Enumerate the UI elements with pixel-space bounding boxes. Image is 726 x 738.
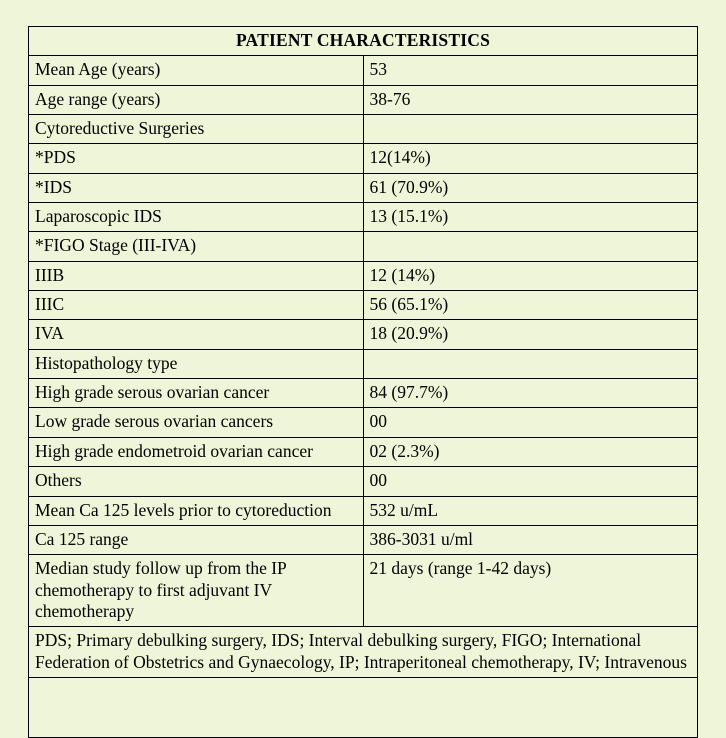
row-value — [363, 232, 698, 261]
table-row — [29, 496, 698, 525]
row-value: 53 — [363, 56, 698, 85]
row-label: IVA — [29, 320, 364, 349]
row-value: 00 — [363, 408, 698, 437]
row-label: Laparoscopic IDS — [29, 203, 364, 232]
row-label: High grade endometroid ovarian cancer — [29, 437, 364, 466]
table-row — [29, 232, 698, 261]
table-row — [29, 115, 698, 144]
row-value: 00 — [363, 467, 698, 496]
row-label: Median study follow up from the IP chemotherapy to first adjuvant IV chemotherapy — [29, 555, 364, 627]
table-row — [29, 525, 698, 554]
row-label: High grade serous ovarian cancer — [29, 379, 364, 408]
table-row — [29, 379, 698, 408]
row-value: 61 (70.9%) — [363, 173, 698, 202]
row-label: Others — [29, 467, 364, 496]
row-label: Age range (years) — [29, 85, 364, 114]
row-value: 18 (20.9%) — [363, 320, 698, 349]
table-row — [29, 555, 698, 627]
row-label: Mean Age (years) — [29, 56, 364, 85]
row-value: 84 (97.7%) — [363, 379, 698, 408]
row-value: 532 u/mL — [363, 496, 698, 525]
row-value: 12(14%) — [363, 144, 698, 173]
row-value: 13 (15.1%) — [363, 203, 698, 232]
patient-characteristics-table — [28, 26, 698, 738]
table-footnote-row — [29, 627, 698, 678]
table-row — [29, 203, 698, 232]
row-label: Low grade serous ovarian cancers — [29, 408, 364, 437]
row-value: 56 (65.1%) — [363, 291, 698, 320]
table-row — [29, 408, 698, 437]
table-row — [29, 173, 698, 202]
table-blank-cell — [29, 677, 698, 737]
table-title-row — [29, 27, 698, 56]
table-row — [29, 320, 698, 349]
row-label: Histopathology type — [29, 349, 364, 378]
row-label: *IDS — [29, 173, 364, 202]
table-row — [29, 437, 698, 466]
row-label: Mean Ca 125 levels prior to cytoreduction — [29, 496, 364, 525]
row-label: Ca 125 range — [29, 525, 364, 554]
table-row — [29, 56, 698, 85]
row-value: 38-76 — [363, 85, 698, 114]
table-row — [29, 261, 698, 290]
row-label: Cytoreductive Surgeries — [29, 115, 364, 144]
table-footnote: PDS; Primary debulking surgery, IDS; Interval debulking surgery, FIGO; International Federation of Obstetrics and Gynaecology, IP; Intraperitoneal chemotherapy, IV; Intravenous — [29, 627, 698, 678]
table-blank-row — [29, 677, 698, 737]
row-value: 02 (2.3%) — [363, 437, 698, 466]
row-value: 21 days (range 1-42 days) — [363, 555, 698, 627]
table-title: PATIENT CHARACTERISTICS — [29, 27, 698, 56]
table-row — [29, 85, 698, 114]
row-label: *FIGO Stage (III-IVA) — [29, 232, 364, 261]
table-row — [29, 349, 698, 378]
row-label: *PDS — [29, 144, 364, 173]
row-label: IIIB — [29, 261, 364, 290]
table-row — [29, 144, 698, 173]
row-label: IIIC — [29, 291, 364, 320]
table-row — [29, 467, 698, 496]
table-row — [29, 291, 698, 320]
table-body — [29, 27, 698, 738]
row-value — [363, 349, 698, 378]
row-value — [363, 115, 698, 144]
row-value: 386-3031 u/ml — [363, 525, 698, 554]
row-value: 12 (14%) — [363, 261, 698, 290]
